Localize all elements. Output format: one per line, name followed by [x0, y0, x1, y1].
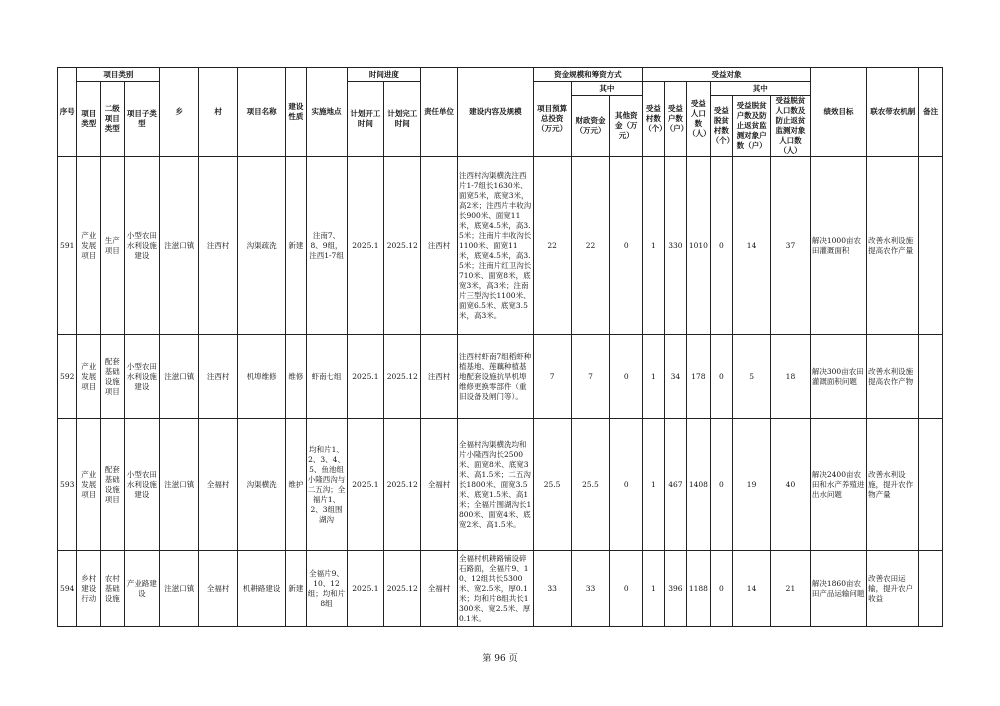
cell-fiscal: 33: [571, 551, 610, 627]
cell-end: 2025.12: [384, 419, 421, 551]
cell-township: 注滋口镇: [160, 157, 199, 335]
header-schedule: 时间进度: [347, 68, 421, 82]
cell-goal: 解决2400亩农田和水产养殖进出水问题: [810, 419, 866, 551]
cell-start: 2025.1: [347, 419, 384, 551]
cell-type: 产业发展项目: [77, 419, 101, 551]
cell-link: 改善水利设施，提升农作物产量: [867, 419, 919, 551]
cell-poor-villages: 0: [710, 335, 733, 419]
cell-poor-households: 5: [733, 335, 771, 419]
header-total-budget: 项目预算总投资（万元）: [533, 82, 571, 157]
header-benefit-households: 受益户数（户）: [664, 82, 687, 157]
cell-sub: 产业路建设: [124, 551, 160, 627]
header-construction-nature: 建设性质: [286, 68, 306, 157]
cell-seq: 593: [58, 419, 77, 551]
cell-name: 沟渠横洗: [238, 419, 286, 551]
cell-village: 注西村: [199, 157, 238, 335]
cell-unit: 注西村: [421, 335, 458, 419]
header-beneficiaries: 受益对象: [643, 68, 811, 82]
cell-goal: 解决1860亩农田产品运输问题: [810, 551, 866, 627]
header-poor-villages: 受益脱贫村数（个）: [710, 96, 733, 157]
cell-name: 机耕路建设: [238, 551, 286, 627]
cell-secondary: 配套基础设施项目: [100, 335, 124, 419]
cell-other: 0: [610, 157, 643, 335]
header-township: 乡: [160, 68, 199, 157]
cell-type: 产业发展项目: [77, 157, 101, 335]
cell-poor-villages: 0: [710, 551, 733, 627]
cell-start: 2025.1: [347, 157, 384, 335]
cell-villages: 1: [643, 419, 664, 551]
header-of-which: 其中: [571, 82, 643, 96]
cell-end: 2025.12: [384, 157, 421, 335]
cell-villages: 1: [643, 551, 664, 627]
cell-name: 沟渠疏洗: [238, 157, 286, 335]
cell-households: 330: [664, 157, 687, 335]
cell-remark: [919, 419, 943, 551]
cell-link: 改善水利设施提高农作产物: [867, 335, 919, 419]
cell-remark: [919, 335, 943, 419]
header-fiscal-funds: 财政资金（万元）: [571, 96, 610, 157]
cell-sub: 小型农田水利设施建设: [124, 419, 160, 551]
cell-population: 1408: [687, 419, 711, 551]
cell-location: 注南7、8、9组，注西1-7组: [306, 157, 347, 335]
header-of-which-2: 其中: [710, 82, 810, 96]
cell-budget: 25.5: [533, 419, 571, 551]
header-sub-type: 项目子类型: [124, 82, 160, 157]
table-row: [58, 335, 943, 419]
page-number: 第 96 页: [482, 654, 518, 664]
cell-poor-villages: 0: [710, 419, 733, 551]
cell-link: 改善水利设施提高农作产量: [867, 157, 919, 335]
table-row: [58, 419, 943, 551]
cell-unit: 全福村: [421, 419, 458, 551]
cell-remark: [919, 551, 943, 627]
cell-population: 1188: [687, 551, 711, 627]
cell-remark: [919, 157, 943, 335]
cell-villages: 1: [643, 335, 664, 419]
header-project-name: 项目名称: [238, 68, 286, 157]
header-performance-goal: 绩效目标: [810, 68, 866, 157]
cell-content: 注西村虾南7组稻虾种植基地、莲藕种植基地配套设施抗旱机埠维修更换零部件（重旧设备及闸门等）。: [457, 335, 533, 419]
header-farmer-link: 联农带农机制: [867, 68, 919, 157]
cell-households: 467: [664, 419, 687, 551]
header-other-funds: 其他资金（万元）: [610, 96, 643, 157]
header-secondary-type: 二级项目类型: [100, 82, 124, 157]
cell-secondary: 农村基础设施: [100, 551, 124, 627]
cell-sub: 小型农田水利设施建设: [124, 335, 160, 419]
cell-content: 注西村沟渠横洗注西片1-7组长1630米、面宽5米，底宽3米，高2米；注西片丰收沟长900米、面宽11米，底宽4.5米，高3.5米；注南片丰收沟长1100米、面宽11米，底宽4.5米，高3.5米；注南片红卫沟长710米、面宽8米，底宽3米，高3米；注南片三型沟长1100米、面宽6.5米、底宽3.5米，高3米。: [457, 157, 533, 335]
cell-unit: 注西村: [421, 157, 458, 335]
cell-population: 178: [687, 335, 711, 419]
cell-start: 2025.1: [347, 551, 384, 627]
header-remarks: 备注: [919, 68, 943, 157]
cell-location: 均和片1、2、3、4、5、鱼池组小隆西沟与二五沟；全福片1、2、3组围湖沟: [306, 419, 347, 551]
header-project-category: 项目类别: [77, 68, 160, 82]
cell-end: 2025.12: [384, 551, 421, 627]
cell-fiscal: 22: [571, 157, 610, 335]
header-plan-start: 计划开工时间: [347, 82, 384, 157]
table-row: [58, 551, 943, 627]
cell-budget: 33: [533, 551, 571, 627]
cell-seq: 591: [58, 157, 77, 335]
cell-link: 改善农田运输，提升农户收益: [867, 551, 919, 627]
cell-poor-population: 18: [771, 335, 811, 419]
cell-village: 全福村: [199, 551, 238, 627]
cell-secondary: 配套基础设施项目: [100, 419, 124, 551]
header-responsible-unit: 责任单位: [421, 68, 458, 157]
cell-goal: 解决300亩农田灌溉面积问题: [810, 335, 866, 419]
cell-unit: 全福村: [421, 551, 458, 627]
table-row: [58, 157, 943, 335]
cell-other: 0: [610, 335, 643, 419]
header-benefit-population: 受益人口数（人）: [687, 82, 711, 157]
header-plan-end: 计划完工时间: [384, 82, 421, 157]
header-location: 实施地点: [306, 68, 347, 157]
cell-households: 34: [664, 335, 687, 419]
cell-households: 396: [664, 551, 687, 627]
cell-villages: 1: [643, 157, 664, 335]
cell-content: 全福村机耕路铺设碎石路面，全福片9、10、12组共长5300米、宽2.5米，厚0.1米；均和片8组共长1300米、宽2.5米、厚0.1米。: [457, 551, 533, 627]
cell-nature: 新建: [286, 551, 306, 627]
cell-sub: 小型农田水利设施建设: [124, 157, 160, 335]
cell-village: 全福村: [199, 419, 238, 551]
header-benefit-villages: 受益村数（个）: [643, 82, 664, 157]
cell-poor-households: 14: [733, 157, 771, 335]
cell-poor-population: 37: [771, 157, 811, 335]
cell-start: 2025.1: [347, 335, 384, 419]
header-poor-population: 受益脱贫人口数及防止返贫监测对象人口数（人）: [771, 96, 811, 157]
cell-seq: 592: [58, 335, 77, 419]
cell-seq: 594: [58, 551, 77, 627]
cell-nature: 新建: [286, 157, 306, 335]
cell-other: 0: [610, 419, 643, 551]
header-seq: 序号: [58, 68, 77, 157]
cell-fiscal: 25.5: [571, 419, 610, 551]
cell-poor-villages: 0: [710, 157, 733, 335]
cell-population: 1010: [687, 157, 711, 335]
cell-nature: 维修: [286, 335, 306, 419]
cell-budget: 7: [533, 335, 571, 419]
cell-budget: 22: [533, 157, 571, 335]
cell-poor-households: 14: [733, 551, 771, 627]
header-project-type: 项目类型: [77, 82, 101, 157]
cell-poor-population: 21: [771, 551, 811, 627]
header-poor-households: 受益脱贫户数及防止返贫监测对象户数（户）: [733, 96, 771, 157]
header-content-scale: 建设内容及规模: [457, 68, 533, 157]
cell-location: 虾南七组: [306, 335, 347, 419]
cell-township: 注滋口镇: [160, 419, 199, 551]
header-village: 村: [199, 68, 238, 157]
cell-end: 2025.12: [384, 335, 421, 419]
cell-type: 乡村建设行动: [77, 551, 101, 627]
cell-nature: 维护: [286, 419, 306, 551]
cell-location: 全福片9、10、12组；均和片8组: [306, 551, 347, 627]
cell-poor-households: 19: [733, 419, 771, 551]
cell-secondary: 生产项目: [100, 157, 124, 335]
header-funding: 资金规模和筹资方式: [533, 68, 642, 82]
cell-township: 注滋口镇: [160, 551, 199, 627]
cell-type: 产业发展项目: [77, 335, 101, 419]
cell-village: 注西村: [199, 335, 238, 419]
cell-poor-population: 40: [771, 419, 811, 551]
cell-fiscal: 7: [571, 335, 610, 419]
cell-goal: 解决1000亩农田灌溉面积: [810, 157, 866, 335]
cell-content: 全福村沟渠横洗均和片小隆西沟长2500米、面宽8米、底宽3米、高1.5米；二五沟长1800米、面宽3.5米、底宽1.5米、高1米；全福片围湖沟长1800米、面宽4米、底宽2米、高1.5米。: [457, 419, 533, 551]
cell-name: 机埠维修: [238, 335, 286, 419]
project-table: [57, 67, 943, 627]
cell-other: 0: [610, 551, 643, 627]
cell-township: 注滋口镇: [160, 335, 199, 419]
header-row-1: [58, 68, 943, 82]
